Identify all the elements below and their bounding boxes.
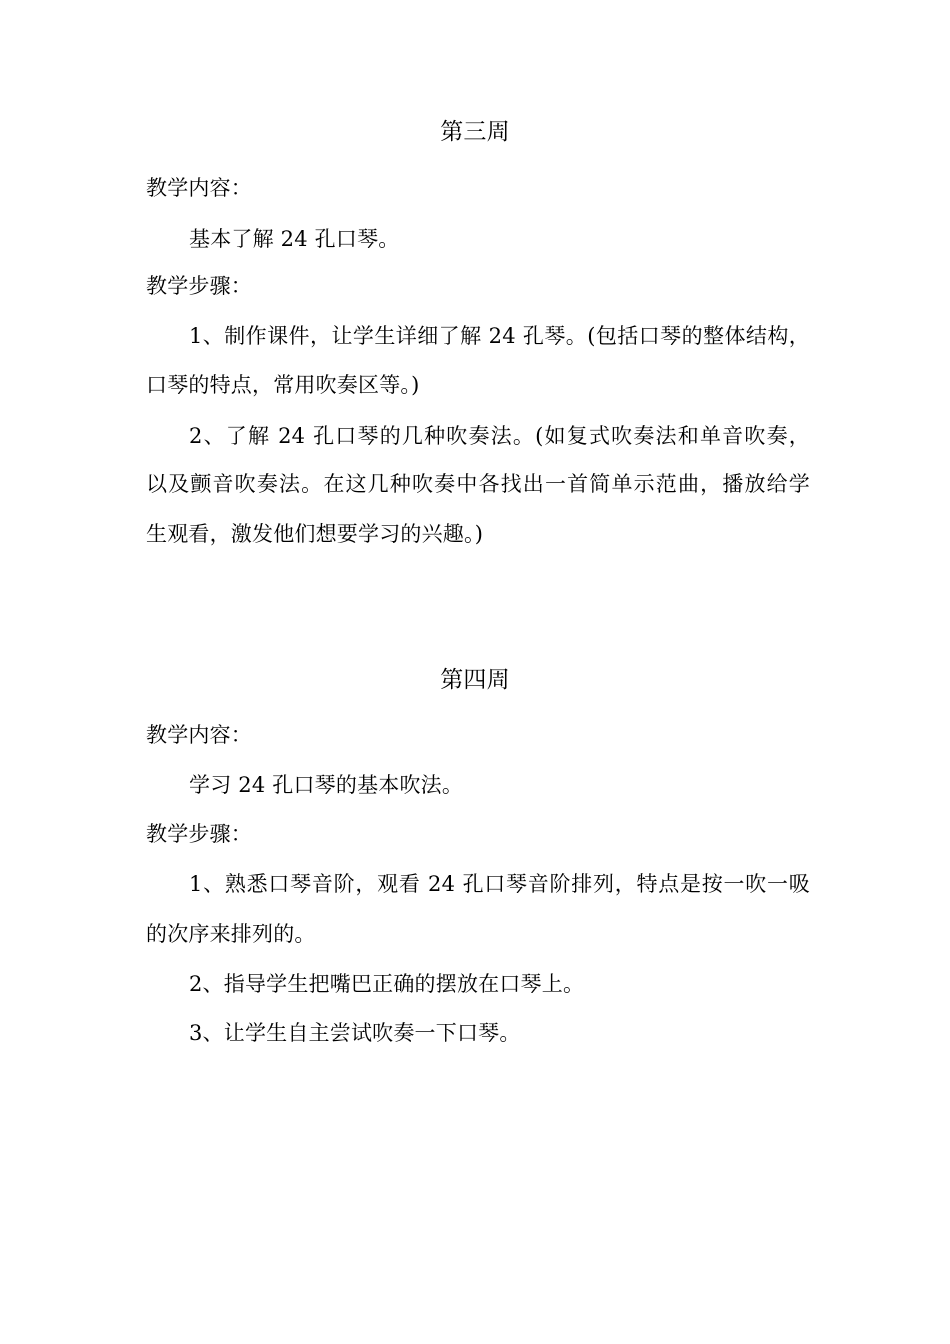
week4-step2-line1: 2、指导学生把嘴巴正确的摆放在口琴上。 (189, 972, 585, 996)
week4-title: 第四周 (440, 667, 510, 693)
week3-step2-line1: 2、了解 24 孔口琴的几种吹奏法。(如复式吹奏法和单音吹奏， (189, 424, 810, 448)
week3-content-text: 基本了解 24 孔口琴。 (189, 227, 400, 251)
week3-step1-line2: 口琴的特点，常用吹奏区等。) (146, 373, 420, 397)
week4-content-text: 学习 24 孔口琴的基本吹法。 (189, 773, 464, 797)
week3-title: 第三周 (440, 119, 510, 145)
week4-steps-heading: 教学步骤： (146, 822, 252, 846)
week4-step1-line1: 1、熟悉口琴音阶，观看 24 孔口琴音阶排列，特点是按一吹一吸 (189, 872, 810, 896)
week4-content-heading: 教学内容： (146, 723, 252, 747)
week4-step3-line1: 3、让学生自主尝试吹奏一下口琴。 (189, 1021, 521, 1045)
week3-step1-line1: 1、制作课件，让学生详细了解 24 孔琴。(包括口琴的整体结构， (189, 324, 810, 348)
week4-step1-line2: 的次序来排列的。 (146, 922, 316, 946)
week3-content-heading: 教学内容： (146, 176, 252, 200)
week3-step2-line2: 以及颤音吹奏法。在这几种吹奏中各找出一首简单示范曲，播放给学 (146, 472, 810, 496)
week3-steps-heading: 教学步骤： (146, 274, 252, 298)
week3-step2-line3: 生观看，激发他们想要学习的兴趣。) (146, 522, 484, 546)
